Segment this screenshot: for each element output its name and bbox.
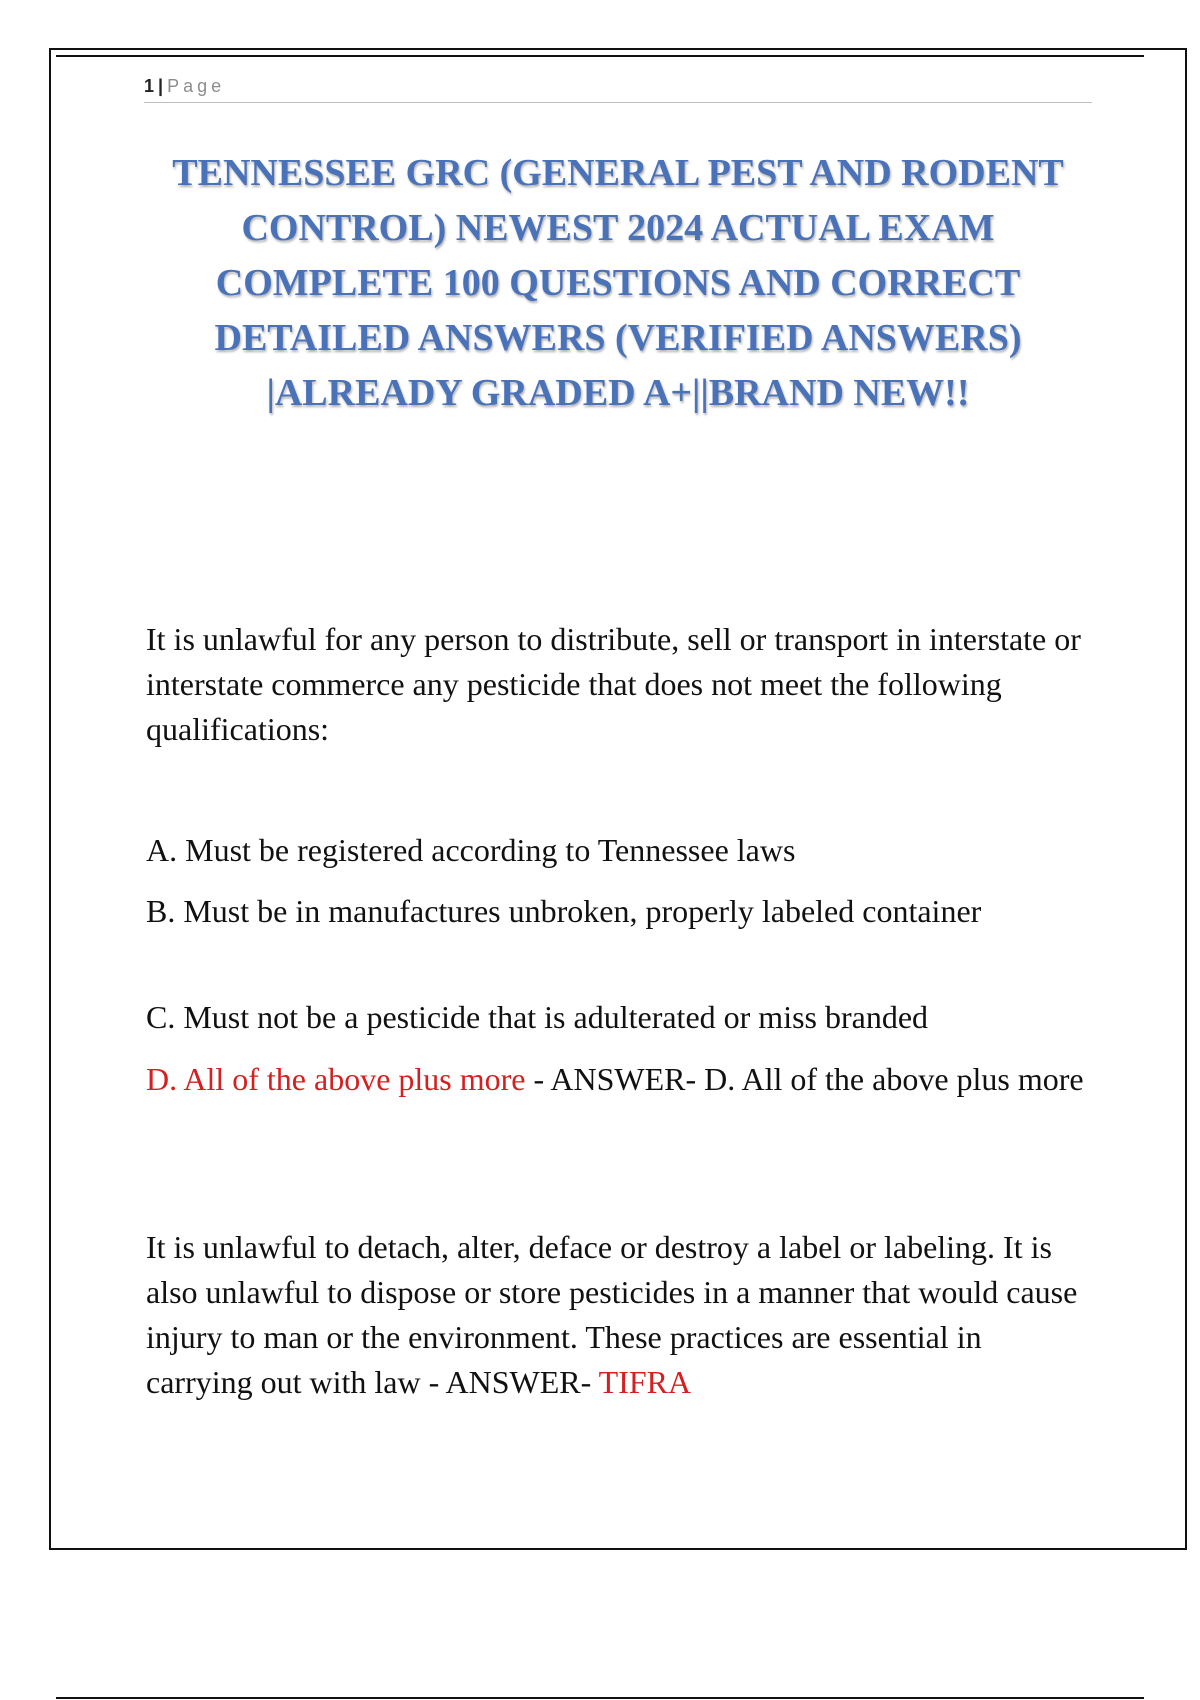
question-2-answer: TIFRA	[598, 1364, 692, 1400]
question-2-text-row	[146, 1225, 1086, 1405]
question-1-option-d: D. All of the above plus more	[146, 1061, 526, 1097]
question-2-text: It is unlawful to detach, alter, deface or destroy a label or labeling. It is also unlawful to dispose or store pesticides in a manner that would cause injury to man or the environment. These practices are essential in carrying out with law - ANSWER-	[146, 1229, 1078, 1400]
question-1-text: It is unlawful for any person to distribute, sell or transport in interstate or interstate commerce any pesticide that does not meet the following qualifications:	[146, 621, 1081, 747]
question-1-option-c: C. Must not be a pesticide that is adulterated or miss branded	[146, 999, 929, 1035]
header-top-rule	[56, 55, 1144, 57]
page-number: 1	[144, 76, 155, 96]
question-1-option-b: B. Must be in manufactures unbroken, properly labeled container	[146, 893, 982, 929]
question-1-option-a: A. Must be registered according to Tennessee laws	[146, 832, 796, 868]
document-title: TENNESSEE GRC (GENERAL PEST AND RODENT CONTROL) NEWEST 2024 ACTUAL EXAM COMPLETE 100 QUESTIONS AND CORRECT DETAILED ANSWERS (VERIFIED ANSWERS) |ALREADY GRADED A+||BRAND NEW!!	[172, 152, 1064, 414]
page-separator: |	[158, 76, 164, 96]
question-1-option-d-row	[146, 1057, 1086, 1102]
page-header	[144, 74, 1092, 103]
question-1-answer: - ANSWER- D. All of the above plus more	[525, 1061, 1084, 1097]
page-label: Page	[167, 76, 226, 96]
next-page-top-rule	[56, 1697, 1144, 1699]
